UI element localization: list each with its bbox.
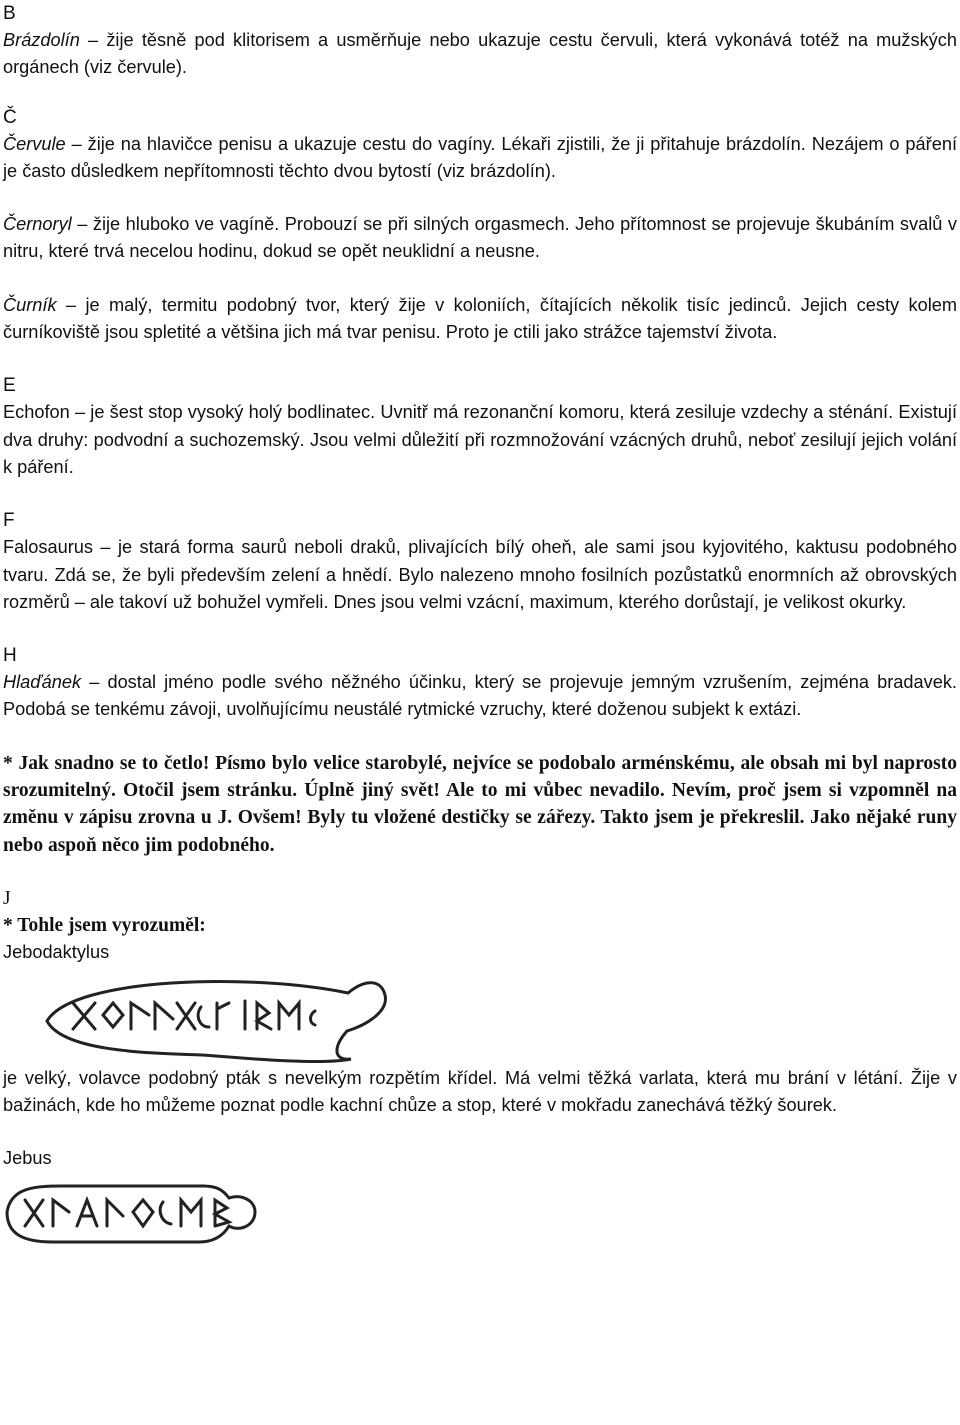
runic-tablet-icon	[3, 1172, 263, 1256]
entry-jebodaktylus: je velký, volavce podobný pták s nevelkým rozpětím křídel. Má velmi těžká varlata, která mu brání v létání. Žije v bažinách, kde ho můžeme poznat podle kachní chůze a stop, které v mokřadu zanechává těžký šourek.	[3, 1067, 957, 1115]
entry-hladanek	[3, 669, 957, 724]
section-letter-j: J	[3, 887, 11, 909]
term-cernoryl: Černoryl	[3, 214, 72, 235]
definition-hladanek: – dostal jméno podle svého něžného účinku, který se projevuje jemným vzrušením, zejména bradavek. Podobá se tenkému závoji, uvolňujícímu neustálé rytmické vzruchy, které doženou subjekt k extázi.	[3, 672, 957, 720]
section-letter-h: H	[3, 645, 17, 667]
entry-curnik	[3, 292, 957, 347]
entry-echofon: Echofon – je šest stop vysoký holý bodlinatec. Uvnitř má rezonanční komoru, která zesiluje vzdechy a sténání. Existují dva druhy: podvodní a suchozemský. Jsou velmi důležití při rozmnožování vzácných druhů, neboť zesilují jejich volání k páření.	[3, 402, 957, 477]
entry-falosaurus: Falosaurus – je stará forma saurů neboli draků, plivajících bílý oheň, ale sami jsou kyjovitého, kaktusu podobného tvaru. Zdá se, že byli především zelení a hnědí. Bylo nalezeno mnoho fosilních pozůstatků enormních až obrovských rozměrů – ale takoví už bohužel vymřeli. Dnes jsou velmi vzácní, maximum, kterého dorůstají, je velikost okurky.	[3, 537, 957, 612]
document-page	[3, 0, 957, 1256]
section-letter-c-caron: Č	[3, 106, 17, 128]
j-heading: * Tohle jsem vyrozuměl:	[3, 914, 206, 936]
section-letter-b: B	[3, 3, 16, 24]
term-curnik: Čurník	[3, 294, 57, 315]
runic-fish-tablet-icon	[3, 967, 403, 1065]
definition-brazdolin: – žije těsně pod klitorisem a usměrňuje nebo ukazuje cestu červuli, která vykonává totéž na mužských orgánech (viz červule).	[3, 30, 957, 78]
definition-curnik: – je malý, termitu podobný tvor, který žije v koloniích, čítajících několik tisíc jedinců. Jejich cesty kolem čurníkoviště jsou spletité a většina jich má tvar penisu. Proto je ctili jako strážce tajemství života.	[3, 294, 957, 343]
definition-cervule: – žije na hlavičce penisu a ukazuje cestu do vagíny. Lékaři zjistili, že ji přitahuje brázdolín. Nezájem o páření je často důsledkem nepřítomnosti těchto dvou bytostí (viz brázdolín).	[3, 133, 957, 181]
name-jebus: Jebus	[3, 1148, 52, 1169]
name-jebodaktylus: Jebodaktylus	[3, 942, 110, 963]
narrator-note: * Jak snadno se to četlo! Písmo bylo velice starobylé, nejvíce se podobalo arménskému, ale obsah mi byl naprosto srozumitelný. Otočil jsem stránku. Úplně jiný svět! Ale to mi vůbec nevadilo. Nevím, proč jsem si vzpomněl na změnu v zápisu zrovna u J. Ovšem! Byly tu vložené destičky se zářezy. Takto jsem je překreslil. Jako nějaké runy nebo aspoň něco jim podobného.	[3, 752, 957, 856]
term-cervule: Červule	[3, 133, 66, 154]
term-hladanek: Hlaďánek	[3, 672, 82, 693]
definition-cernoryl: – žije hluboko ve vagíně. Probouzí se při silných orgasmech. Jeho přítomnost se projevuje škubáním svalů v nitru, které trvá necelou hodinu, dokud se opět neuklidní a neusne.	[3, 214, 957, 262]
section-letter-e: E	[3, 375, 16, 397]
entry-brazdolin	[3, 27, 957, 82]
section-letter-f: F	[3, 510, 15, 532]
entry-cervule	[3, 131, 957, 186]
entry-cernoryl	[3, 211, 957, 266]
term-brazdolin: Brázdolín	[3, 30, 80, 50]
